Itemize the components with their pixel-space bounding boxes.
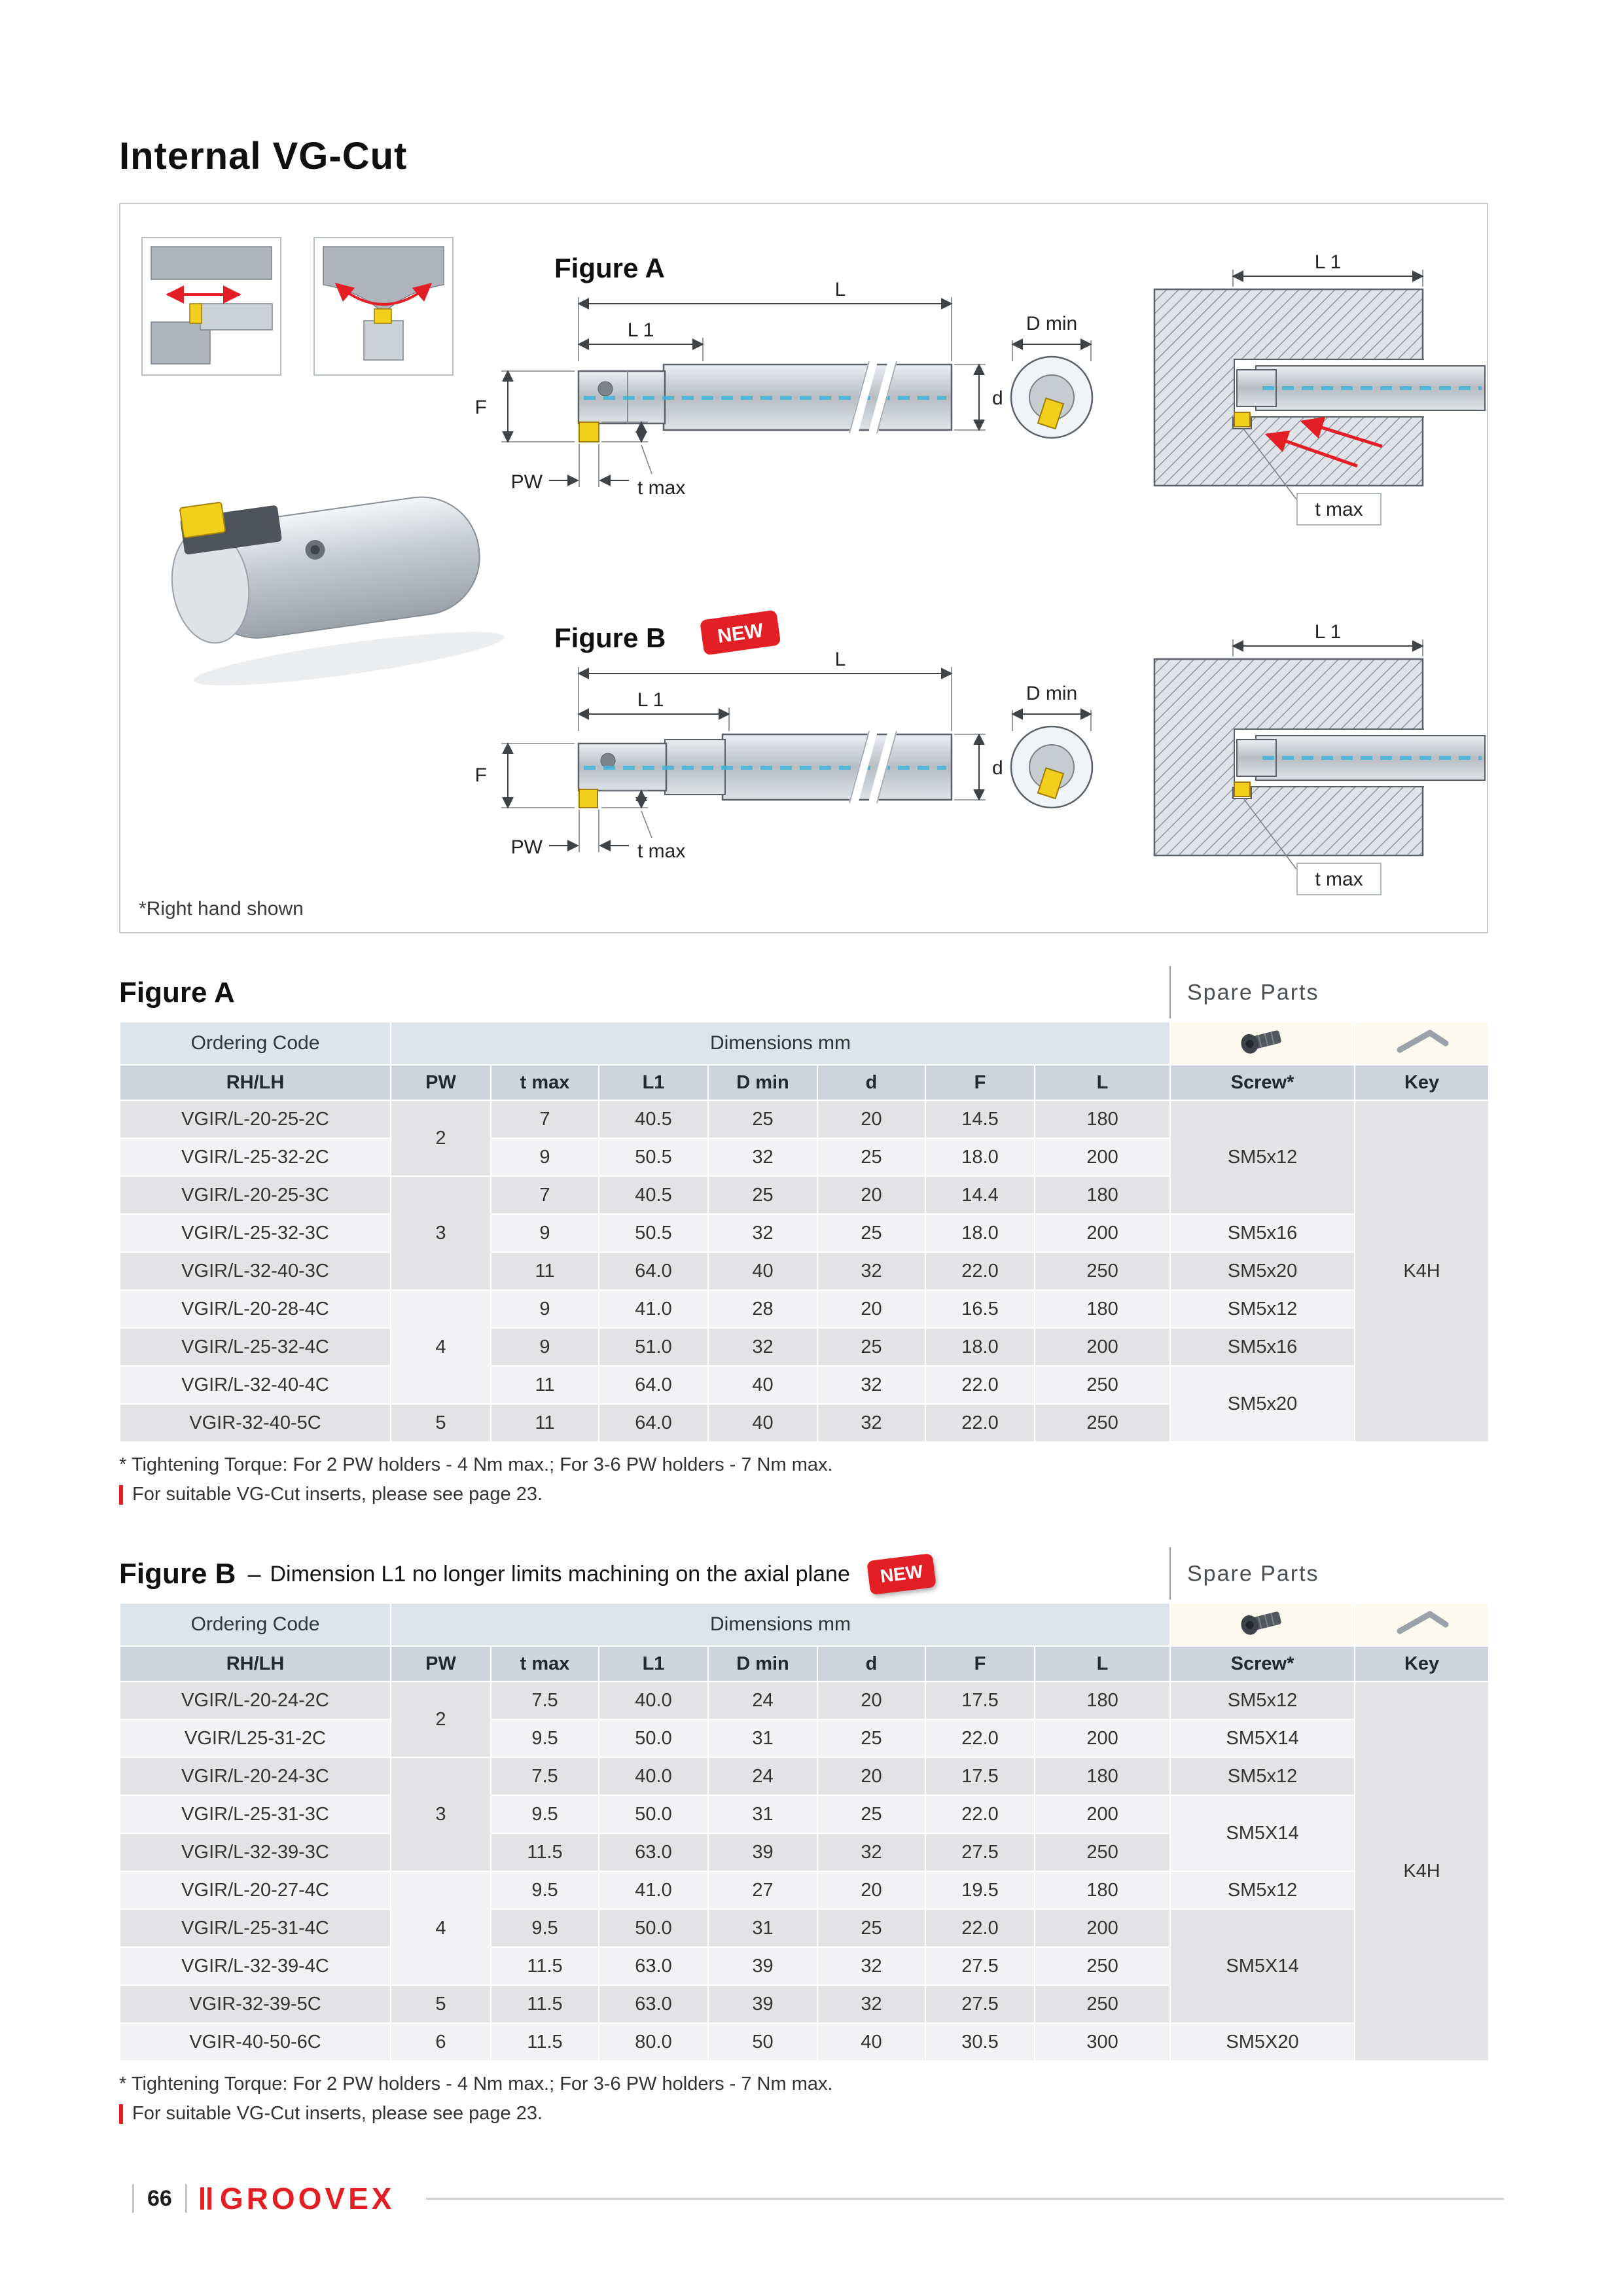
- header-ordering-code: Ordering Code: [120, 1603, 391, 1646]
- tmax-cell: 11: [491, 1252, 599, 1290]
- header-pw: PW: [391, 1065, 491, 1100]
- tmax-cell: 11: [491, 1366, 599, 1404]
- l-cell: 180: [1035, 1871, 1170, 1909]
- insert-icon: [374, 309, 391, 323]
- screw-cell: SM5X14: [1170, 1795, 1355, 1871]
- l-cell: 250: [1035, 1985, 1170, 2023]
- code-cell: VGIR/L-25-32-2C: [120, 1138, 391, 1176]
- table-row: [120, 1252, 1489, 1290]
- figure-b-side-view: [475, 610, 1003, 862]
- d-cell: 20: [817, 1681, 925, 1719]
- dim-PW-label: PW: [510, 836, 543, 858]
- l1-cell: 64.0: [599, 1252, 708, 1290]
- dmin-cell: 31: [708, 1795, 817, 1833]
- pw-cell: 3: [391, 1757, 491, 1871]
- l1-cell: 63.0: [599, 1947, 708, 1985]
- l-cell: 250: [1035, 1833, 1170, 1871]
- red-bar-icon: [119, 2104, 123, 2124]
- f-cell: 18.0: [925, 1214, 1035, 1252]
- d-cell: 25: [817, 1719, 925, 1757]
- l1-cell: 40.0: [599, 1757, 708, 1795]
- l1-cell: 41.0: [599, 1871, 708, 1909]
- f-cell: 16.5: [925, 1290, 1035, 1328]
- table-row: [120, 1100, 1489, 1138]
- f-cell: 30.5: [925, 2023, 1035, 2061]
- table-row: [120, 1328, 1489, 1366]
- header-l: L: [1035, 1065, 1170, 1100]
- dim-tmax-label: t max: [1315, 869, 1363, 890]
- tmax-cell: 7: [491, 1176, 599, 1214]
- l1-cell: 63.0: [599, 1833, 708, 1871]
- header-d: d: [817, 1065, 925, 1100]
- torque-footnote: * Tightening Torque: For 2 PW holders - 4 Nm max.; For 3-6 PW holders - 7 Nm max.: [119, 2073, 833, 2094]
- figure-b-heading: Figure B: [119, 1558, 236, 1590]
- f-cell: 27.5: [925, 1947, 1035, 1985]
- insert-icon: [190, 304, 202, 323]
- table-row: [120, 1719, 1489, 1757]
- dim-Dmin-label: D min: [1026, 683, 1078, 704]
- f-cell: 18.0: [925, 1138, 1035, 1176]
- l-cell: 180: [1035, 1681, 1170, 1719]
- spare-parts-label: Spare Parts: [1187, 1561, 1319, 1587]
- d-cell: 25: [817, 1214, 925, 1252]
- tmax-cell: 9: [491, 1214, 599, 1252]
- inserts-footnote: [119, 2103, 1488, 2125]
- clamp-screw-icon: [598, 382, 613, 396]
- pw-cell: 5: [391, 1985, 491, 2023]
- f-cell: 14.4: [925, 1176, 1035, 1214]
- screw-cell: SM5X14: [1170, 1909, 1355, 2023]
- footer-rule: [185, 2184, 187, 2213]
- dim-d-label: d: [992, 387, 1003, 409]
- l1-cell: 80.0: [599, 2023, 708, 2061]
- l-cell: 200: [1035, 1328, 1170, 1366]
- f-cell: 17.5: [925, 1757, 1035, 1795]
- header-dimensions: Dimensions mm: [391, 1603, 1170, 1646]
- l1-cell: 50.0: [599, 1795, 708, 1833]
- header-rhlh: RH/LH: [120, 1646, 391, 1681]
- table-row: [120, 1290, 1489, 1328]
- inserts-footnote-text: For suitable VG-Cut inserts, please see page 23.: [132, 2103, 543, 2124]
- f-cell: 14.5: [925, 1100, 1035, 1138]
- header-l1: L1: [599, 1646, 708, 1681]
- figure-a-front-view: [1011, 313, 1092, 438]
- l-cell: 200: [1035, 1719, 1170, 1757]
- l1-cell: 40.5: [599, 1176, 708, 1214]
- spare-parts-divider: [1169, 966, 1171, 1018]
- table-row: [120, 1757, 1489, 1795]
- table-row: [120, 2023, 1489, 2061]
- header-rhlh: RH/LH: [120, 1065, 391, 1100]
- f-cell: 22.0: [925, 1719, 1035, 1757]
- screw-cell: SM5X20: [1170, 2023, 1355, 2061]
- table-row: [120, 1681, 1489, 1719]
- dmin-cell: 24: [708, 1757, 817, 1795]
- pw-cell: 2: [391, 1100, 491, 1176]
- code-cell: VGIR/L-25-31-3C: [120, 1795, 391, 1833]
- header-ordering-code: Ordering Code: [120, 1022, 391, 1065]
- tmax-cell: 11.5: [491, 1985, 599, 2023]
- key-cell: K4H: [1355, 1681, 1489, 2061]
- l-cell: 200: [1035, 1909, 1170, 1947]
- dmin-cell: 25: [708, 1100, 817, 1138]
- dmin-cell: 32: [708, 1138, 817, 1176]
- table-row: [120, 1795, 1489, 1833]
- key-icon-cell: [1355, 1022, 1489, 1065]
- l1-cell: 50.5: [599, 1214, 708, 1252]
- new-badge: NEW: [866, 1553, 936, 1595]
- red-bar-icon: [119, 1485, 123, 1505]
- pw-cell: 2: [391, 1681, 491, 1757]
- brand-logo: GROOVEX: [219, 2181, 395, 2215]
- code-cell: VGIR/L-32-40-4C: [120, 1366, 391, 1404]
- header-f: F: [925, 1646, 1035, 1681]
- code-cell: VGIR/L-32-40-3C: [120, 1252, 391, 1290]
- header-d: d: [817, 1646, 925, 1681]
- new-badge: [700, 610, 781, 656]
- d-cell: 25: [817, 1909, 925, 1947]
- code-cell: VGIR/L-20-27-4C: [120, 1871, 391, 1909]
- header-key: Key: [1355, 1065, 1489, 1100]
- d-cell: 25: [817, 1795, 925, 1833]
- code-cell: VGIR/L-20-24-3C: [120, 1757, 391, 1795]
- l-cell: 300: [1035, 2023, 1170, 2061]
- screw-cell: SM5X14: [1170, 1719, 1355, 1757]
- d-cell: 25: [817, 1328, 925, 1366]
- figure-b-subtitle: Dimension L1 no longer limits machining on the axial plane: [270, 1561, 850, 1587]
- l1-cell: 50.5: [599, 1138, 708, 1176]
- dim-L1-label: L 1: [627, 319, 654, 341]
- header-dmin: D min: [708, 1065, 817, 1100]
- l-cell: 250: [1035, 1947, 1170, 1985]
- brand-bar-icon: [200, 2187, 204, 2210]
- l-cell: 180: [1035, 1100, 1170, 1138]
- l1-cell: 51.0: [599, 1328, 708, 1366]
- l1-cell: 64.0: [599, 1366, 708, 1404]
- tmax-cell: 9.5: [491, 1795, 599, 1833]
- key-cell: K4H: [1355, 1100, 1489, 1442]
- screw-cell: SM5x12: [1170, 1100, 1355, 1214]
- header-screw: Screw*: [1170, 1646, 1355, 1681]
- tmax-cell: 9.5: [491, 1719, 599, 1757]
- tmax-cell: 7.5: [491, 1757, 599, 1795]
- figure-a-label: Figure A: [554, 253, 665, 283]
- code-cell: VGIR-32-39-5C: [120, 1985, 391, 2023]
- dmin-cell: 32: [708, 1328, 817, 1366]
- f-cell: 22.0: [925, 1909, 1035, 1947]
- figure-a-section-view: [1154, 251, 1485, 525]
- figure-a-table: [119, 1021, 1489, 1443]
- tmax-cell: 11.5: [491, 1833, 599, 1871]
- l-cell: 180: [1035, 1176, 1170, 1214]
- code-cell: VGIR/L25-31-2C: [120, 1719, 391, 1757]
- header-l1: L1: [599, 1065, 708, 1100]
- application-thumbnail-2: [314, 238, 453, 375]
- screw-cell: SM5x16: [1170, 1328, 1355, 1366]
- header-dimensions: Dimensions mm: [391, 1022, 1170, 1065]
- f-cell: 27.5: [925, 1985, 1035, 2023]
- hex-key-icon: [1391, 1605, 1454, 1639]
- code-cell: VGIR/L-20-24-2C: [120, 1681, 391, 1719]
- screw-icon: [1231, 1024, 1294, 1058]
- screw-icon-cell: [1170, 1022, 1355, 1065]
- tmax-cell: 9.5: [491, 1909, 599, 1947]
- pw-cell: 4: [391, 1290, 491, 1404]
- code-cell: VGIR/L-20-28-4C: [120, 1290, 391, 1328]
- dmin-cell: 39: [708, 1833, 817, 1871]
- application-thumbnail-1: [142, 238, 281, 375]
- tmax-cell: 7.5: [491, 1681, 599, 1719]
- d-cell: 20: [817, 1757, 925, 1795]
- right-hand-note: *Right hand shown: [139, 898, 304, 920]
- header-pw: PW: [391, 1646, 491, 1681]
- f-cell: 17.5: [925, 1681, 1035, 1719]
- screw-icon-cell: [1170, 1603, 1355, 1646]
- header-dmin: D min: [708, 1646, 817, 1681]
- dmin-cell: 28: [708, 1290, 817, 1328]
- l-cell: 200: [1035, 1138, 1170, 1176]
- screw-cell: SM5x12: [1170, 1290, 1355, 1328]
- insert-icon: [579, 789, 597, 808]
- dmin-cell: 24: [708, 1681, 817, 1719]
- dmin-cell: 31: [708, 1719, 817, 1757]
- code-cell: VGIR/L-25-32-4C: [120, 1328, 391, 1366]
- d-cell: 32: [817, 1366, 925, 1404]
- d-cell: 20: [817, 1176, 925, 1214]
- page-number: 66: [147, 2185, 172, 2211]
- l-cell: 250: [1035, 1366, 1170, 1404]
- dim-tmax-label: t max: [637, 477, 686, 499]
- spare-parts-divider: [1169, 1547, 1171, 1600]
- code-cell: VGIR-40-50-6C: [120, 2023, 391, 2061]
- dmin-cell: 39: [708, 1985, 817, 2023]
- f-cell: 22.0: [925, 1252, 1035, 1290]
- code-cell: VGIR/L-20-25-2C: [120, 1100, 391, 1138]
- tmax-cell: 11.5: [491, 1947, 599, 1985]
- insert-icon: [1234, 412, 1250, 427]
- dim-L1-label: L 1: [637, 689, 664, 711]
- header-l: L: [1035, 1646, 1170, 1681]
- f-cell: 22.0: [925, 1404, 1035, 1442]
- dmin-cell: 40: [708, 1404, 817, 1442]
- code-cell: VGIR/L-20-25-3C: [120, 1176, 391, 1214]
- figure-b-section-head: [119, 1551, 1488, 1597]
- figure-a-section-head: [119, 970, 1488, 1016]
- pw-cell: 6: [391, 2023, 491, 2061]
- l1-cell: 64.0: [599, 1404, 708, 1442]
- l-cell: 180: [1035, 1290, 1170, 1328]
- l1-cell: 63.0: [599, 1985, 708, 2023]
- dim-L-label: L: [834, 279, 846, 300]
- table-row: [120, 1214, 1489, 1252]
- technical-drawing-box: [119, 203, 1488, 933]
- screw-cell: SM5x20: [1170, 1252, 1355, 1290]
- header-key: Key: [1355, 1646, 1489, 1681]
- screw-cell: SM5x12: [1170, 1681, 1355, 1719]
- l-cell: 180: [1035, 1757, 1170, 1795]
- key-icon-cell: [1355, 1603, 1489, 1646]
- l1-cell: 40.0: [599, 1681, 708, 1719]
- figure-b-front-view: [1011, 683, 1092, 808]
- torque-footnote: * Tightening Torque: For 2 PW holders - 4 Nm max.; For 3-6 PW holders - 7 Nm max.: [119, 1454, 833, 1475]
- dim-tmax-label: t max: [1315, 499, 1363, 520]
- f-cell: 27.5: [925, 1833, 1035, 1871]
- l1-cell: 50.0: [599, 1909, 708, 1947]
- screw-cell: SM5x20: [1170, 1366, 1355, 1442]
- tmax-cell: 7: [491, 1100, 599, 1138]
- dim-F-label: F: [474, 397, 487, 418]
- page-footer: [119, 2181, 1504, 2216]
- tmax-cell: 9: [491, 1138, 599, 1176]
- d-cell: 32: [817, 1404, 925, 1442]
- d-cell: 32: [817, 1947, 925, 1985]
- dim-Dmin-label: D min: [1026, 313, 1078, 334]
- code-cell: VGIR/L-32-39-4C: [120, 1947, 391, 1985]
- d-cell: 20: [817, 1871, 925, 1909]
- code-cell: VGIR/L-25-31-4C: [120, 1909, 391, 1947]
- pw-cell: 4: [391, 1871, 491, 1985]
- header-tmax: t max: [491, 1646, 599, 1681]
- table-row: [120, 1909, 1489, 1947]
- tool-photo: [162, 466, 507, 698]
- l-cell: 250: [1035, 1404, 1170, 1442]
- dmin-cell: 25: [708, 1176, 817, 1214]
- d-cell: 25: [817, 1138, 925, 1176]
- page-title: Internal VG-Cut: [119, 135, 408, 177]
- footer-horizontal-rule: [426, 2198, 1504, 2200]
- l1-cell: 40.5: [599, 1100, 708, 1138]
- spare-parts-label: Spare Parts: [1187, 980, 1319, 1005]
- figure-b-table: [119, 1602, 1489, 2062]
- dmin-cell: 27: [708, 1871, 817, 1909]
- figure-a-side-view: [475, 253, 1003, 499]
- l1-cell: 50.0: [599, 1719, 708, 1757]
- pw-cell: 5: [391, 1404, 491, 1442]
- heading-dash: –: [247, 1560, 261, 1587]
- f-cell: 19.5: [925, 1871, 1035, 1909]
- insert-icon: [1234, 782, 1250, 797]
- dmin-cell: 31: [708, 1909, 817, 1947]
- f-cell: 22.0: [925, 1795, 1035, 1833]
- l1-cell: 41.0: [599, 1290, 708, 1328]
- screw-cell: SM5x16: [1170, 1214, 1355, 1252]
- table-row: [120, 1871, 1489, 1909]
- l-cell: 250: [1035, 1252, 1170, 1290]
- dim-F-label: F: [474, 764, 487, 786]
- dmin-cell: 32: [708, 1214, 817, 1252]
- screw-cell: SM5x12: [1170, 1757, 1355, 1795]
- dmin-cell: 40: [708, 1252, 817, 1290]
- technical-drawing: [120, 204, 1487, 932]
- d-cell: 32: [817, 1985, 925, 2023]
- clamp-screw-icon: [601, 753, 615, 768]
- d-cell: 32: [817, 1833, 925, 1871]
- figure-b-section-view: [1154, 621, 1485, 895]
- tmax-cell: 9.5: [491, 1871, 599, 1909]
- dim-L1-label: L 1: [1314, 621, 1342, 643]
- insert-icon: [180, 502, 226, 537]
- dim-L1-label: L 1: [1314, 251, 1342, 273]
- inserts-footnote: [119, 1484, 1488, 1505]
- brand-bar-icon: [207, 2187, 211, 2210]
- d-cell: 20: [817, 1290, 925, 1328]
- hex-key-icon: [1391, 1024, 1454, 1058]
- screw-cell: SM5x12: [1170, 1871, 1355, 1909]
- dim-PW-label: PW: [510, 471, 543, 493]
- f-cell: 18.0: [925, 1328, 1035, 1366]
- d-cell: 40: [817, 2023, 925, 2061]
- header-screw: Screw*: [1170, 1065, 1355, 1100]
- l-cell: 200: [1035, 1795, 1170, 1833]
- d-cell: 32: [817, 1252, 925, 1290]
- l-cell: 200: [1035, 1214, 1170, 1252]
- screw-icon: [1231, 1605, 1294, 1639]
- footer-rule: [132, 2184, 134, 2213]
- dim-d-label: d: [992, 757, 1003, 779]
- dmin-cell: 39: [708, 1947, 817, 1985]
- tmax-cell: 11: [491, 1404, 599, 1442]
- f-cell: 22.0: [925, 1366, 1035, 1404]
- svg-text:NEW: NEW: [716, 619, 765, 648]
- d-cell: 20: [817, 1100, 925, 1138]
- dmin-cell: 40: [708, 1366, 817, 1404]
- dmin-cell: 50: [708, 2023, 817, 2061]
- table-row: [120, 1366, 1489, 1404]
- pw-cell: 3: [391, 1176, 491, 1290]
- tmax-cell: 9: [491, 1328, 599, 1366]
- code-cell: VGIR/L-32-39-3C: [120, 1833, 391, 1871]
- header-f: F: [925, 1065, 1035, 1100]
- inserts-footnote-text: For suitable VG-Cut inserts, please see page 23.: [132, 1484, 543, 1505]
- tmax-cell: 9: [491, 1290, 599, 1328]
- tool-shank: [722, 734, 952, 800]
- code-cell: VGIR-32-40-5C: [120, 1404, 391, 1442]
- header-tmax: t max: [491, 1065, 599, 1100]
- tmax-cell: 11.5: [491, 2023, 599, 2061]
- figure-a-heading: Figure A: [119, 977, 235, 1009]
- code-cell: VGIR/L-25-32-3C: [120, 1214, 391, 1252]
- insert-icon: [579, 422, 599, 442]
- dim-L-label: L: [834, 649, 846, 670]
- figure-b-label: Figure B: [554, 622, 666, 653]
- dim-tmax-label: t max: [637, 840, 686, 862]
